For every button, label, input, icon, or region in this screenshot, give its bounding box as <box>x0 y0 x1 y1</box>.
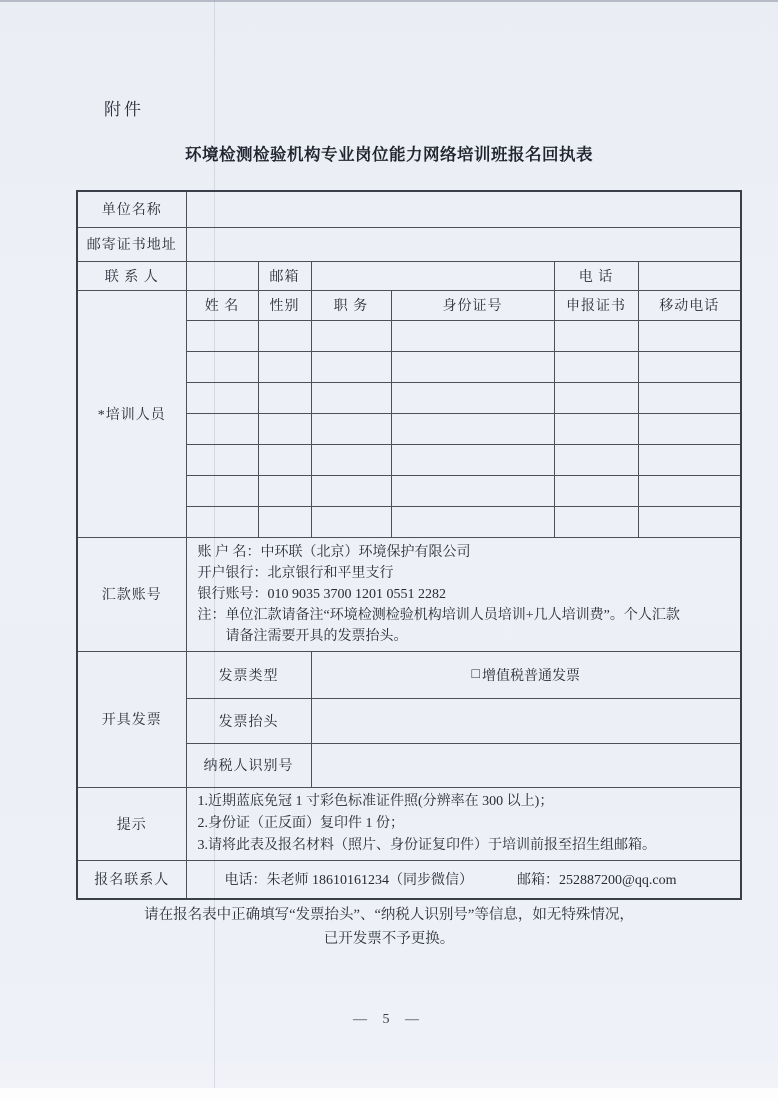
remittance-label: 汇款账号 <box>77 537 186 651</box>
trainee-cell <box>554 475 638 506</box>
trainee-cell <box>638 506 741 537</box>
mailing-address-label: 邮寄证书地址 <box>77 227 186 261</box>
trainee-cell <box>638 382 741 413</box>
tips-list <box>189 788 739 860</box>
contact-person-label: 联 系 人 <box>77 261 186 290</box>
trainee-cell <box>391 320 554 351</box>
registration-contact-phone: 电话：朱老师 18610161234（同步微信） <box>224 873 473 889</box>
trainee-cell <box>311 351 391 382</box>
unit-name-value-cell <box>186 191 741 227</box>
row-tips <box>77 787 741 860</box>
trainee-cell <box>311 413 391 444</box>
trainee-cell <box>258 413 311 444</box>
tips-item-1: 1.近期蓝底免冠 1 寸彩色标准证件照(分辨率在 300 以上)； <box>197 793 554 809</box>
trainee-cell <box>186 475 258 506</box>
tips-item-2: 2.身份证（正反面）复印件 1 份； <box>197 815 404 831</box>
taxpayer-id-label: 纳税人识别号 <box>186 743 311 787</box>
invoice-type-label: 发票类型 <box>186 651 311 698</box>
remittance-note-line2: 请备注需要开具的发票抬头。 <box>225 628 408 644</box>
attachment-label: 附件 <box>104 100 144 119</box>
trainee-col-name: 姓 名 <box>186 290 258 320</box>
trainee-col-id-number: 身份证号 <box>391 290 554 320</box>
trainee-cell <box>311 506 391 537</box>
vat-invoice-checkbox-icon: □ <box>471 666 481 682</box>
trainee-cell <box>186 506 258 537</box>
trainee-cell <box>186 320 258 351</box>
taxpayer-id-value-cell <box>311 743 741 787</box>
trainee-cell <box>186 413 258 444</box>
invoice-title-value-cell <box>311 698 741 743</box>
contact-phone-label: 电 话 <box>554 261 638 290</box>
trainee-cell <box>311 475 391 506</box>
trainee-cell <box>391 382 554 413</box>
mailing-address-value-cell <box>186 227 741 261</box>
trainee-cell <box>391 351 554 382</box>
trainee-cell <box>638 351 741 382</box>
trainee-cell <box>186 351 258 382</box>
trainee-cell <box>638 475 741 506</box>
contact-email-label: 邮箱 <box>258 261 311 290</box>
registration-form-table <box>76 190 742 900</box>
contact-phone-value-cell <box>638 261 741 290</box>
tips-label: 提示 <box>77 787 186 860</box>
trainee-cell <box>186 382 258 413</box>
remittance-account-name: 账 户 名：中环联（北京）环境保护有限公司 <box>197 544 471 560</box>
contact-person-value-cell <box>186 261 258 290</box>
trainee-cell <box>391 475 554 506</box>
trainee-cell <box>554 320 638 351</box>
trainee-cell <box>311 320 391 351</box>
trainee-cell <box>311 444 391 475</box>
remittance-account-number: 银行账号：010 9035 3700 1201 0551 2282 <box>197 586 446 602</box>
trainees-label: *培训人员 <box>77 290 186 537</box>
remittance-bank: 开户银行：北京银行和平里支行 <box>197 565 394 581</box>
page-title: 环境检测检验机构专业岗位能力网络培训班报名回执表 <box>185 145 593 164</box>
trainee-cell <box>391 413 554 444</box>
trainee-cell <box>554 413 638 444</box>
tips-content-cell <box>186 787 741 860</box>
trainee-cell <box>258 506 311 537</box>
footer-note <box>0 903 778 951</box>
trainee-cell <box>311 382 391 413</box>
trainee-header-row <box>77 290 741 320</box>
trainee-cell <box>391 444 554 475</box>
tips-item-3: 3.请将此表及报名材料（照片、身份证复印件）于培训前报至招生组邮箱。 <box>197 837 656 853</box>
trainee-cell <box>554 506 638 537</box>
invoice-type-value-cell <box>311 651 741 698</box>
registration-contact-cell <box>186 860 741 899</box>
trainee-cell <box>554 382 638 413</box>
scan-artifact-top-edge <box>0 0 778 2</box>
trainee-col-certificate: 申报证书 <box>554 290 638 320</box>
invoice-label: 开具发票 <box>77 651 186 787</box>
trainee-cell <box>638 413 741 444</box>
row-invoice-type <box>77 651 741 698</box>
unit-name-label: 单位名称 <box>77 191 186 227</box>
trainee-cell <box>638 444 741 475</box>
trainee-col-mobile: 移动电话 <box>638 290 741 320</box>
remittance-content-cell <box>186 537 741 651</box>
remittance-lines <box>189 538 739 651</box>
trainee-cell <box>638 320 741 351</box>
footer-note-line1: 请在报名表中正确填写“发票抬头”、“纳税人识别号”等信息，如无特殊情况， <box>144 907 634 923</box>
trainee-col-position: 职 务 <box>311 290 391 320</box>
footer-note-line2: 已开发票不予更换。 <box>323 931 455 947</box>
row-unit-name <box>77 191 741 227</box>
scan-artifact-bottom-band <box>0 1088 778 1100</box>
trainee-cell <box>258 320 311 351</box>
row-mailing-address <box>77 227 741 261</box>
trainee-cell <box>391 506 554 537</box>
contact-email-value-cell <box>311 261 554 290</box>
row-registration-contact <box>77 860 741 899</box>
trainee-cell <box>186 444 258 475</box>
registration-contact-email: 邮箱：252887200@qq.com <box>517 873 677 889</box>
registration-contact-label: 报名联系人 <box>77 860 186 899</box>
vat-invoice-option-label: 增值税普通发票 <box>482 668 581 684</box>
trainee-cell <box>554 444 638 475</box>
trainee-cell <box>258 351 311 382</box>
trainee-cell <box>554 351 638 382</box>
invoice-type-value <box>314 665 739 685</box>
page-number: — 5 — <box>353 1012 425 1027</box>
trainee-cell <box>258 444 311 475</box>
row-remittance <box>77 537 741 651</box>
invoice-title-label: 发票抬头 <box>186 698 311 743</box>
row-contact-person <box>77 261 741 290</box>
registration-contact-info <box>189 869 739 889</box>
remittance-note-line1: 注：单位汇款请备注“环境检测检验机构培训人员培训+几人培训费”。个人汇款 <box>197 607 680 623</box>
trainee-cell <box>258 475 311 506</box>
trainee-cell <box>258 382 311 413</box>
trainee-col-gender: 性别 <box>258 290 311 320</box>
